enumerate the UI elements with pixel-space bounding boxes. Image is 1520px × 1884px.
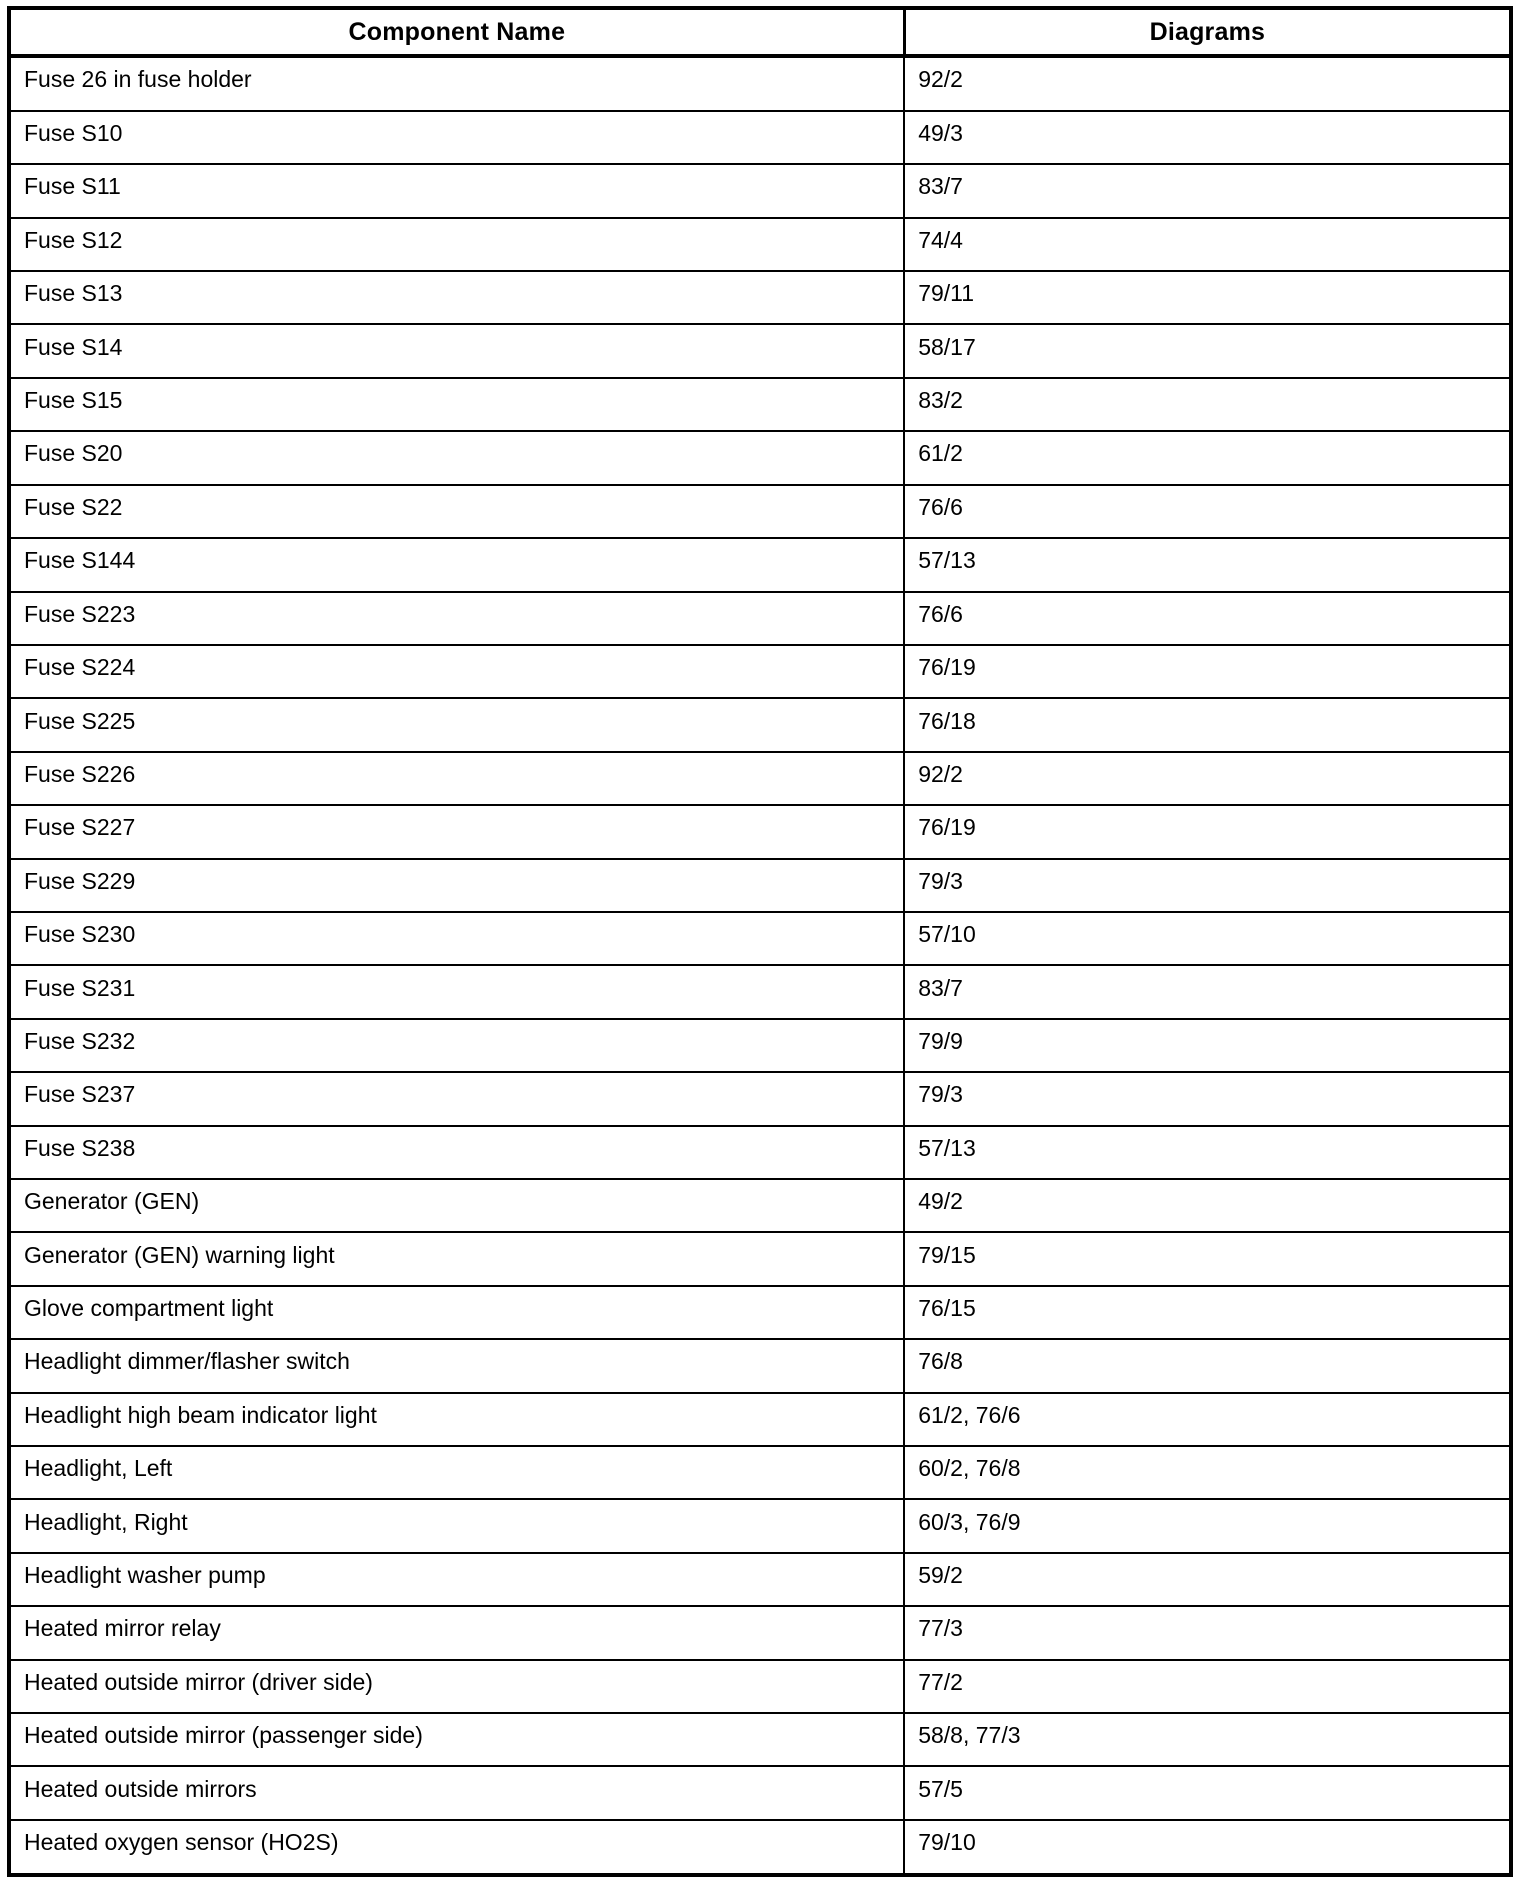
diagrams-cell: 79/3: [904, 1072, 1511, 1125]
table-row: [9, 1660, 1511, 1713]
component-name-cell: Generator (GEN) warning light: [9, 1232, 904, 1285]
diagrams-cell: 60/2, 76/8: [904, 1446, 1511, 1499]
component-name-cell: Fuse S13: [9, 271, 904, 324]
table-row: [9, 538, 1511, 591]
table-row: [9, 271, 1511, 324]
component-name-cell: Fuse 26 in fuse holder: [9, 56, 904, 111]
diagrams-cell: 57/13: [904, 1126, 1511, 1179]
table-row: [9, 965, 1511, 1018]
diagrams-cell: 76/18: [904, 698, 1511, 751]
component-name-cell: Fuse S225: [9, 698, 904, 751]
component-name-cell: Heated outside mirror (driver side): [9, 1660, 904, 1713]
component-name-cell: Heated outside mirrors: [9, 1766, 904, 1819]
table-body: [9, 56, 1511, 1875]
diagrams-cell: 76/19: [904, 805, 1511, 858]
component-name-cell: Fuse S227: [9, 805, 904, 858]
table-row: [9, 1232, 1511, 1285]
diagrams-cell: 79/9: [904, 1019, 1511, 1072]
table-row: [9, 485, 1511, 538]
component-name-cell: Fuse S15: [9, 378, 904, 431]
diagrams-cell: 83/7: [904, 164, 1511, 217]
component-name-cell: Fuse S237: [9, 1072, 904, 1125]
table-row: [9, 1820, 1511, 1875]
table-row: [9, 1499, 1511, 1552]
table-row: [9, 324, 1511, 377]
table-row: [9, 111, 1511, 164]
component-name-cell: Fuse S231: [9, 965, 904, 1018]
component-name-cell: Heated mirror relay: [9, 1606, 904, 1659]
diagrams-cell: 79/3: [904, 859, 1511, 912]
component-name-cell: Glove compartment light: [9, 1286, 904, 1339]
table-row: [9, 1339, 1511, 1392]
component-name-cell: Heated oxygen sensor (HO2S): [9, 1820, 904, 1875]
table-row: [9, 1072, 1511, 1125]
table-row: [9, 1713, 1511, 1766]
table-row: [9, 698, 1511, 751]
component-name-cell: Headlight, Right: [9, 1499, 904, 1552]
component-name-cell: Fuse S238: [9, 1126, 904, 1179]
component-name-cell: Headlight, Left: [9, 1446, 904, 1499]
component-name-cell: Fuse S14: [9, 324, 904, 377]
column-header-diagrams: Diagrams: [904, 8, 1511, 56]
diagrams-cell: 58/17: [904, 324, 1511, 377]
table-row: [9, 805, 1511, 858]
diagrams-cell: 74/4: [904, 218, 1511, 271]
table-row: [9, 912, 1511, 965]
diagrams-cell: 92/2: [904, 752, 1511, 805]
table-row: [9, 645, 1511, 698]
component-name-cell: Fuse S230: [9, 912, 904, 965]
diagrams-cell: 49/3: [904, 111, 1511, 164]
component-name-cell: Fuse S144: [9, 538, 904, 591]
diagrams-cell: 59/2: [904, 1553, 1511, 1606]
table-row: [9, 1126, 1511, 1179]
diagrams-cell: 83/2: [904, 378, 1511, 431]
component-name-cell: Fuse S223: [9, 592, 904, 645]
diagrams-cell: 60/3, 76/9: [904, 1499, 1511, 1552]
diagrams-cell: 61/2, 76/6: [904, 1393, 1511, 1446]
diagrams-cell: 49/2: [904, 1179, 1511, 1232]
table-row: [9, 1553, 1511, 1606]
diagrams-cell: 76/6: [904, 592, 1511, 645]
table-row: [9, 56, 1511, 111]
component-name-cell: Headlight washer pump: [9, 1553, 904, 1606]
table-row: [9, 752, 1511, 805]
table-row: [9, 218, 1511, 271]
table-row: [9, 1179, 1511, 1232]
diagrams-cell: 77/2: [904, 1660, 1511, 1713]
component-name-cell: Fuse S12: [9, 218, 904, 271]
component-name-cell: Fuse S232: [9, 1019, 904, 1072]
diagrams-cell: 92/2: [904, 56, 1511, 111]
table-row: [9, 431, 1511, 484]
table-row: [9, 164, 1511, 217]
diagrams-cell: 79/10: [904, 1820, 1511, 1875]
component-name-cell: Fuse S10: [9, 111, 904, 164]
component-name-cell: Fuse S11: [9, 164, 904, 217]
diagrams-cell: 57/5: [904, 1766, 1511, 1819]
diagrams-cell: 79/15: [904, 1232, 1511, 1285]
table-row: [9, 1393, 1511, 1446]
component-name-cell: Fuse S20: [9, 431, 904, 484]
diagrams-cell: 79/11: [904, 271, 1511, 324]
table-row: [9, 1019, 1511, 1072]
component-name-cell: Headlight high beam indicator light: [9, 1393, 904, 1446]
column-header-component-name: Component Name: [9, 8, 904, 56]
component-name-cell: Headlight dimmer/flasher switch: [9, 1339, 904, 1392]
component-name-cell: Generator (GEN): [9, 1179, 904, 1232]
table-row: [9, 592, 1511, 645]
diagrams-cell: 76/15: [904, 1286, 1511, 1339]
table-row: [9, 1606, 1511, 1659]
table-row: [9, 1286, 1511, 1339]
diagrams-cell: 61/2: [904, 431, 1511, 484]
table-row: [9, 859, 1511, 912]
diagrams-cell: 58/8, 77/3: [904, 1713, 1511, 1766]
component-name-cell: Fuse S224: [9, 645, 904, 698]
diagrams-cell: 77/3: [904, 1606, 1511, 1659]
table-row: [9, 1766, 1511, 1819]
component-name-cell: Fuse S229: [9, 859, 904, 912]
component-diagram-table: [7, 6, 1513, 1877]
table-header-row: [9, 8, 1511, 56]
component-name-cell: Fuse S22: [9, 485, 904, 538]
diagrams-cell: 57/13: [904, 538, 1511, 591]
component-name-cell: Heated outside mirror (passenger side): [9, 1713, 904, 1766]
diagrams-cell: 76/8: [904, 1339, 1511, 1392]
diagrams-cell: 57/10: [904, 912, 1511, 965]
diagrams-cell: 76/6: [904, 485, 1511, 538]
diagrams-cell: 83/7: [904, 965, 1511, 1018]
table-row: [9, 378, 1511, 431]
diagrams-cell: 76/19: [904, 645, 1511, 698]
table-row: [9, 1446, 1511, 1499]
component-name-cell: Fuse S226: [9, 752, 904, 805]
